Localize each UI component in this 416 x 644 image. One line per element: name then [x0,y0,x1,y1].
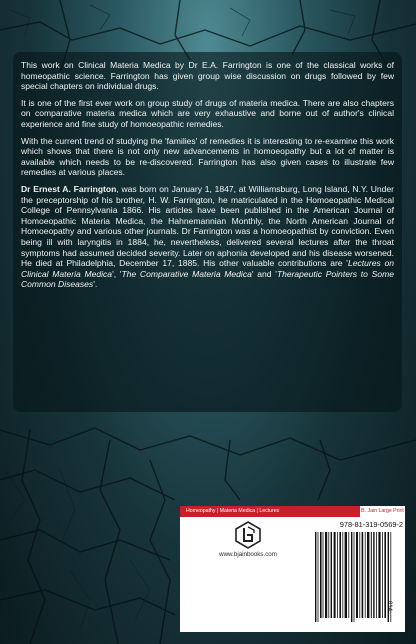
blurb-paragraph-1: This work on Clinical Materia Medica by Dr E.A. Farrington is one of the classical works of homeopathic science. Farrington has given group wise discussion on drugs followed by few special chapters on individual drugs. [21,60,394,92]
author-biography [21,184,394,290]
description-panel [13,52,402,412]
work-separator-2: ' and ' [251,268,277,279]
blurb-paragraph-2: It is one of the first ever work on group study of drugs of materia medica. There are also chapters on comparative materia medica which are very exhaustive and borne out of author's clinical experience and fine study of homoeopathic remedies. [21,97,394,129]
side-code: 014 [386,601,392,612]
author-name: Dr Ernest A. Farrington [21,183,117,194]
publisher-label-box [180,506,405,632]
work-title-1: Lectures on Clinical Materia Medica [21,258,394,279]
bjain-logo-icon [234,521,262,549]
isbn-number: 978-81-319-0569-2 [339,520,403,529]
barcode-icon [315,532,393,622]
category-bar: Homeopathy | Materia Medica | Lectures [180,506,360,517]
work-title-3: Therapeutic Pointers to Some Common Diseases [21,268,394,290]
work-separator-1: ', ' [112,268,122,279]
imprint-label: B. Jain Large Print [361,508,404,514]
bio-end: '. [93,279,98,290]
work-title-2: The Comparative Materia Medica [121,268,252,279]
blurb-paragraph-3: With the current trend of studying the 'families' of remedies it is interesting to re-examine this work which shows that there is not only new advancements in homoeopathy but a lot of matter is available which needs to be re-discovered. Farrington has also given cases to illustrate few remedies at various places. [21,135,394,178]
author-bio-text: , was born on January 1, 1847, at Williamsburg, Long Island, N.Y. Under the preceptorship of his brother, H. W. Farrington, he matriculated in the Homoeopathic Medical College of Pennsylvania 1866. His articles have been published in the American Journal of Homoeopathic Materia Medica, the Hahnemannian Monthly, the North American Journal of Homoeopathy and various other journals. Dr Farrington was a homoeopathist by conviction. Even being ill with laryngitis in 1884, he, nevertheless, delivered several lectures after the throat symptoms had assumed decided severity. Later on aphonia developed and his disease worsened. He died at Philadelphia, December 17, 1885. His other valuable contributions are ' [21,183,394,269]
publisher-website: www.bjainbooks.com [219,551,277,558]
